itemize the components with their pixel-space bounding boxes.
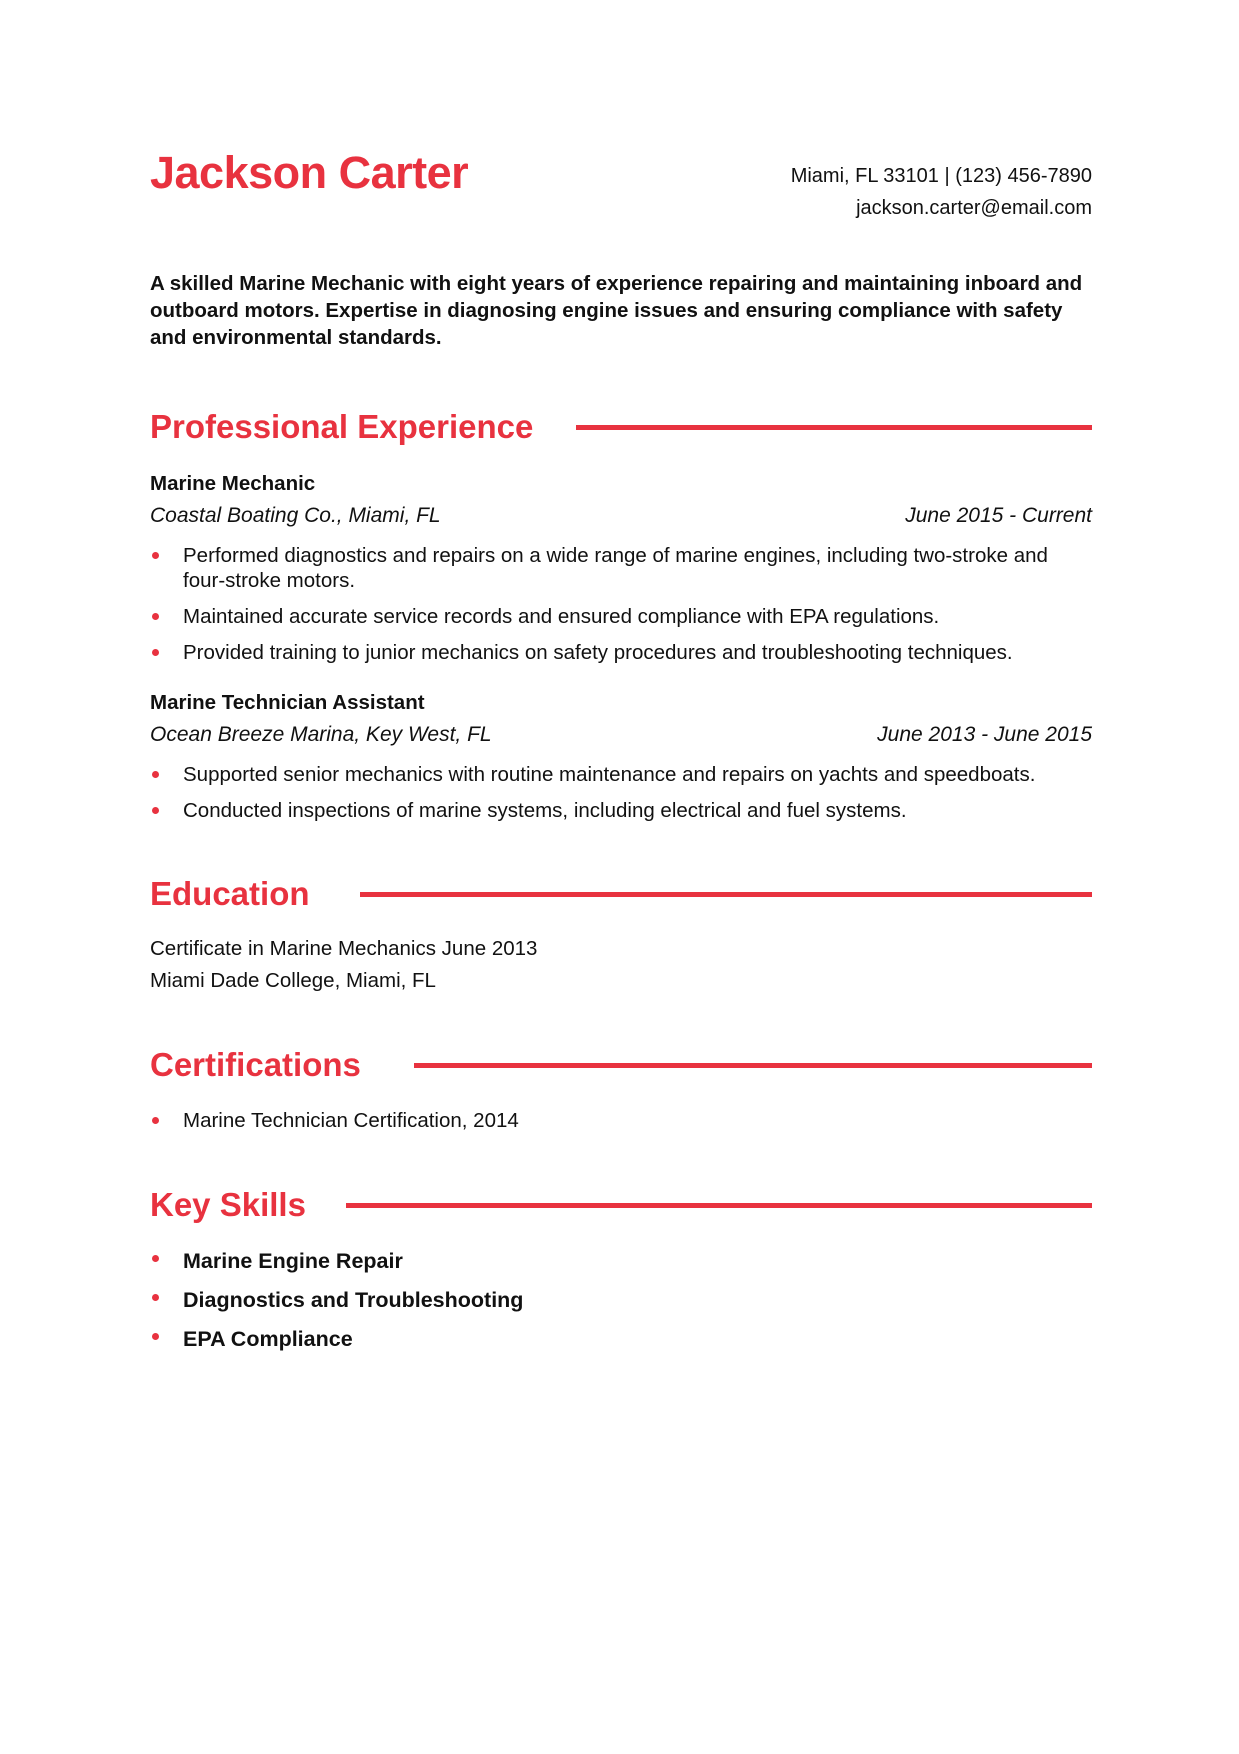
certifications-heading: Certifications bbox=[150, 1046, 361, 1083]
list-item: Diagnostics and Troubleshooting bbox=[150, 1288, 1092, 1313]
list-item: Performed diagnostics and repairs on a wide range of marine engines, including two-stroke and four-stroke motors. bbox=[150, 543, 1092, 593]
job-meta bbox=[150, 723, 1092, 747]
bullet-dot-icon bbox=[152, 771, 159, 778]
job-company: Ocean Breeze Marina, Key West, FL bbox=[150, 723, 492, 746]
experience-heading: Professional Experience bbox=[150, 408, 534, 445]
bullet-dot-icon bbox=[152, 649, 159, 656]
job-bullets bbox=[150, 762, 1092, 834]
bullet-dot-icon bbox=[152, 1333, 159, 1340]
job-dates: June 2015 - Current bbox=[905, 504, 1092, 527]
education-school: Miami Dade College, Miami, FL bbox=[150, 969, 436, 992]
resume-header bbox=[150, 0, 1092, 250]
professional-summary: A skilled Marine Mechanic with eight years of experience repairing and maintaining inboard and outboard motors. Expertise in diagnosing engine issues and ensuring compliance with safety and environmental standards. bbox=[150, 272, 1083, 349]
education-heading: Education bbox=[150, 875, 310, 912]
bullet-dot-icon bbox=[152, 1255, 159, 1262]
bullet-dot-icon bbox=[152, 552, 159, 559]
job-bullets bbox=[150, 543, 1092, 676]
list-item: Marine Engine Repair bbox=[150, 1249, 1092, 1274]
job-meta bbox=[150, 504, 1092, 528]
list-item: Marine Technician Certification, 2014 bbox=[150, 1108, 1092, 1133]
list-item: Maintained accurate service records and ensured compliance with EPA regulations. bbox=[150, 604, 1092, 629]
bullet-dot-icon bbox=[152, 613, 159, 620]
contact-info bbox=[791, 160, 1092, 224]
contact-email: jackson.carter@email.com bbox=[856, 197, 1092, 219]
list-item: EPA Compliance bbox=[150, 1327, 1092, 1352]
candidate-name: Jackson Carter bbox=[150, 147, 469, 198]
education-divider bbox=[360, 892, 1092, 897]
bullet-dot-icon bbox=[152, 1117, 159, 1124]
job-dates: June 2013 - June 2015 bbox=[877, 723, 1092, 746]
education-degree: Certificate in Marine Mechanics June 2013 bbox=[150, 937, 538, 960]
job-title: Marine Technician Assistant bbox=[150, 691, 425, 714]
skills-heading: Key Skills bbox=[150, 1186, 306, 1223]
experience-divider bbox=[576, 425, 1092, 430]
certifications-divider bbox=[414, 1063, 1092, 1068]
skills-divider bbox=[346, 1203, 1092, 1208]
bullet-dot-icon bbox=[152, 1294, 159, 1301]
list-item: Supported senior mechanics with routine maintenance and repairs on yachts and speedboats. bbox=[150, 762, 1092, 787]
list-item: Provided training to junior mechanics on safety procedures and troubleshooting techniques. bbox=[150, 640, 1092, 665]
list-item: Conducted inspections of marine systems, including electrical and fuel systems. bbox=[150, 798, 1092, 823]
education-entry bbox=[150, 933, 537, 997]
contact-address-phone: Miami, FL 33101 | (123) 456-7890 bbox=[790, 165, 1092, 187]
job-company: Coastal Boating Co., Miami, FL bbox=[150, 504, 441, 527]
skills-list bbox=[150, 1249, 1092, 1366]
job-title: Marine Mechanic bbox=[150, 472, 316, 495]
bullet-dot-icon bbox=[152, 807, 159, 814]
resume-page bbox=[150, 0, 1092, 1351]
certifications-list bbox=[150, 1108, 1092, 1144]
